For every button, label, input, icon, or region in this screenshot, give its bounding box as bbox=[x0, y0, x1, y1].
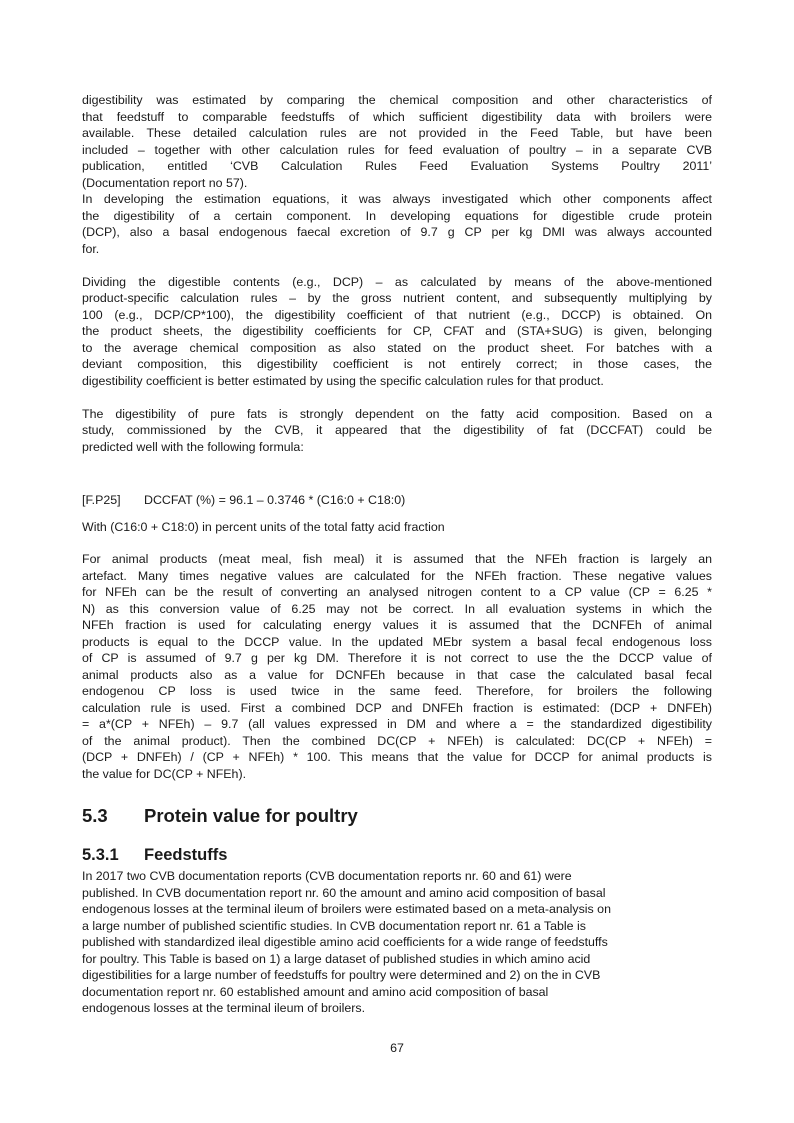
formula-note: With (C16:0 + C18:0) in percent units of the total fatty acid fraction bbox=[82, 519, 445, 534]
text-line: to the average chemical composition as also stated on the product sheet. For batches with a bbox=[82, 340, 712, 355]
text-line: animal products also as a value for DCNFEh because in that case the calculated basal fecal bbox=[82, 667, 712, 682]
text-line: the digestibility of a certain component. In developing equations for digestible crude protein bbox=[82, 208, 712, 223]
text-line: For animal products (meat meal, fish meal) it is assumed that the NFEh fraction is largely an bbox=[82, 552, 712, 566]
text-line: of the animal product). Then the combined DC(CP + NFEh) is calculated: DC(CP + NFEh) = bbox=[82, 733, 712, 748]
text-line: published with standardized ileal digestible amino acid coefficients for a wide range of feedstuffs bbox=[82, 935, 608, 949]
paragraph-pure-fats bbox=[82, 406, 712, 456]
text-line: a large number of published scientific studies. In CVB documentation report nr. 61 a Table is bbox=[82, 918, 586, 933]
text-line: included – together with other calculation rules for feed evaluation of poultry – in a separate CVB bbox=[82, 142, 712, 157]
paragraph-digestibility-coefficients bbox=[82, 274, 712, 390]
section-heading bbox=[82, 804, 712, 828]
text-line: published. In CVB documentation report nr. 60 the amount and amino acid composition of basal bbox=[82, 885, 606, 900]
text-line: In 2017 two CVB documentation reports (CVB documentation reports nr. 60 and 61) were bbox=[82, 869, 572, 883]
section-title: Protein value for poultry bbox=[144, 805, 358, 826]
formula-expression: DCCFAT (%) = 96.1 – 0.3746 * (C16:0 + C18:0) bbox=[144, 493, 406, 507]
subsection-heading bbox=[82, 844, 712, 866]
text-line: publication, entitled ‘CVB Calculation Rules Feed Evaluation Systems Poultry 2011’ bbox=[82, 159, 712, 173]
paragraph-cvb-reports bbox=[82, 868, 712, 1017]
text-line: predicted well with the following formula: bbox=[82, 439, 304, 454]
text-line: for NFEh can be the result of converting an analysed nitrogen content to a CP value (CP = 6.25 * bbox=[82, 585, 712, 599]
text-line: Dividing the digestible contents (e.g., DCP) – as calculated by means of the above-mentioned bbox=[82, 274, 712, 289]
subsection-number: 5.3.1 bbox=[82, 846, 119, 864]
text-line: (DCP + DNFEh) / (CP + NFEh) * 100. This means that the value for DCCP for animal products is bbox=[82, 750, 712, 764]
text-line: In developing the estimation equations, it was always investigated which other components affect bbox=[82, 192, 712, 206]
text-line: 100 (e.g., DCP/CP*100), the digestibility coefficient of that nutrient (e.g., DCCP) is obtained. On bbox=[82, 307, 712, 322]
formula-label: [F.P25] bbox=[82, 493, 121, 507]
text-line: for poultry. This Table is based on 1) a large dataset of published studies in which amino acid bbox=[82, 951, 591, 966]
text-line: calculation rule is used. First a combined DCP and DNFEh fraction is estimated: (DCP + DNFEh) bbox=[82, 700, 712, 715]
text-line: artefact. Many times negative values are calculated for the NFEh fraction. These negative values bbox=[82, 568, 712, 583]
text-line: available. These detailed calculation rules are not provided in the Feed Table, but have been bbox=[82, 126, 712, 140]
text-line: endogenous losses at the terminal ileum of broilers. bbox=[82, 1001, 366, 1015]
text-line: product-specific calculation rules – by the gross nutrient content, and subsequently multiplying by bbox=[82, 291, 712, 305]
text-line: study, commissioned by the CVB, it appeared that the digestibility of fat (DCCFAT) could be bbox=[82, 423, 712, 437]
paragraph-estimation-equations bbox=[82, 191, 712, 257]
text-line: deviant composition, this digestibility coefficient is not entirely correct; in those cases, the bbox=[82, 357, 712, 371]
section-number: 5.3 bbox=[82, 805, 108, 826]
text-line: of CP is assumed of 9.7 g per kg DM. Therefore it is not correct to use the the DCCP value of bbox=[82, 651, 712, 665]
text-line: digestibility was estimated by comparing the chemical composition and other characteristics of bbox=[82, 93, 712, 107]
text-line: digestibility coefficient is better estimated by using the specific calculation rules for that product. bbox=[82, 373, 604, 388]
text-line: N) as this conversion value of 6.25 may not be correct. In all evaluation systems in which the bbox=[82, 601, 712, 616]
text-line: = a*(CP + NFEh) – 9.7 (all values expressed in DM and where a = the standardized digestibility bbox=[82, 717, 712, 731]
text-line: digestibilities for a large number of feedstuffs for poultry were determined and 2) on the in CVB bbox=[82, 968, 601, 982]
text-line: products is equal to the DCCP value. In the updated MEbr system a basal fecal endogenous loss bbox=[82, 634, 712, 649]
text-line: the product sheets, the digestibility coefficients for CP, CFAT and (STA+SUG) is given, belonging bbox=[82, 324, 712, 338]
paragraph-animal-products bbox=[82, 551, 712, 782]
text-line: documentation report nr. 60 established amount and amino acid composition of basal bbox=[82, 984, 549, 999]
text-line: the value for DC(CP + NFEh). bbox=[82, 766, 247, 781]
page-body bbox=[82, 92, 712, 1017]
text-line: (Documentation report no 57). bbox=[82, 175, 248, 190]
paragraph-digestibility-estimation bbox=[82, 92, 712, 191]
page-number: 67 bbox=[390, 1041, 404, 1055]
text-line: that feedstuff to comparable feedstuffs of which sufficient digestibility data with broilers were bbox=[82, 109, 712, 124]
text-line: NFEh fraction is used for calculating energy values it is assumed that the DCNFEh of animal bbox=[82, 618, 712, 632]
text-line: The digestibility of pure fats is strongly dependent on the fatty acid composition. Based on a bbox=[82, 406, 712, 421]
text-line: (DCP), also a basal endogenous faecal excretion of 9.7 g CP per kg DMI was always accounted bbox=[82, 225, 712, 239]
text-line: endogenous losses at the terminal ileum of broilers were estimated based on a meta-analysis on bbox=[82, 902, 611, 916]
formula-fp25 bbox=[82, 492, 712, 509]
text-line: endogenou CP loss is used twice in the same feed. Therefore, for broilers the following bbox=[82, 684, 712, 698]
text-line: for. bbox=[82, 241, 100, 256]
subsection-title: Feedstuffs bbox=[144, 846, 228, 864]
